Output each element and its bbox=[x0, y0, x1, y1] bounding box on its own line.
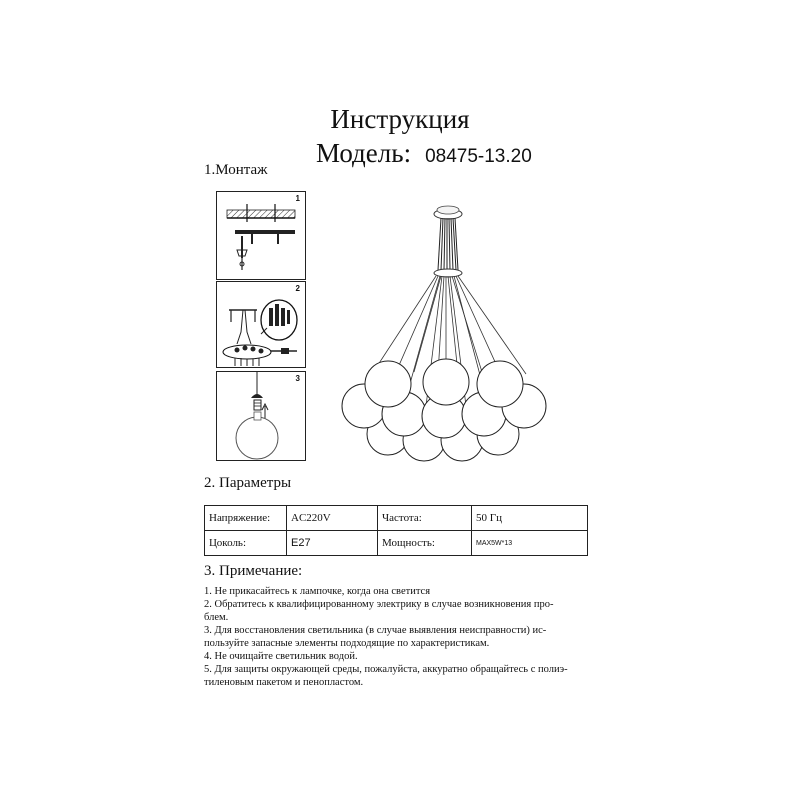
step-number: 1 bbox=[295, 194, 300, 203]
model-label: Модель: bbox=[316, 138, 412, 168]
mount-step-1-panel bbox=[216, 191, 306, 280]
section-heading-notes: 3. Примечание: bbox=[204, 563, 303, 579]
section-heading-mount: 1.Монтаж bbox=[204, 162, 268, 178]
step-number: 2 bbox=[295, 284, 300, 293]
page-title: Инструкция bbox=[330, 104, 470, 134]
parameters-table bbox=[204, 505, 588, 556]
notes-list bbox=[204, 585, 604, 689]
table-row bbox=[205, 531, 588, 556]
frequency-value: 50 Гц bbox=[472, 506, 588, 531]
note-line: 1. Не прикасайтесь к лампочке, когда она светится bbox=[204, 586, 431, 597]
section-heading-params: 2. Параметры bbox=[204, 475, 292, 491]
note-line: 4. Не очищайте светильник водой. bbox=[204, 651, 358, 662]
table-row bbox=[205, 506, 588, 531]
note-line: 2. Обратитесь к квалифицированному электрику в случае возникновения про- bbox=[204, 599, 554, 610]
note-line: блем. bbox=[204, 612, 229, 623]
note-line: тиленовым пакетом и пенопластом. bbox=[204, 677, 364, 688]
mount-step-3-panel bbox=[216, 371, 306, 461]
power-value: MAX5W*13 bbox=[472, 531, 588, 556]
power-label: Мощность: bbox=[378, 531, 472, 556]
socket-label: Цоколь: bbox=[205, 531, 287, 556]
model-row bbox=[316, 138, 532, 169]
frequency-label: Частота: bbox=[378, 506, 472, 531]
note-line: пользуйте запасные элементы подходящие по характеристикам. bbox=[204, 638, 490, 649]
ceiling-bracket-illustration bbox=[217, 192, 305, 279]
step-number: 3 bbox=[295, 374, 300, 383]
wiring-illustration bbox=[217, 282, 305, 367]
voltage-label: Напряжение: bbox=[205, 506, 287, 531]
voltage-value: AC220V bbox=[287, 506, 378, 531]
note-line: 3. Для восстановления светильника (в случае выявления неисправности) ис- bbox=[204, 625, 547, 636]
chandelier-illustration bbox=[330, 196, 570, 466]
mount-step-2-panel bbox=[216, 281, 306, 368]
bulb-installation-illustration bbox=[217, 372, 305, 460]
socket-value: E27 bbox=[287, 531, 378, 556]
note-line: 5. Для защиты окружающей среды, пожалуйста, аккуратно обращайтесь с полиэ- bbox=[204, 664, 568, 675]
model-number: 08475-13.20 bbox=[425, 146, 532, 167]
